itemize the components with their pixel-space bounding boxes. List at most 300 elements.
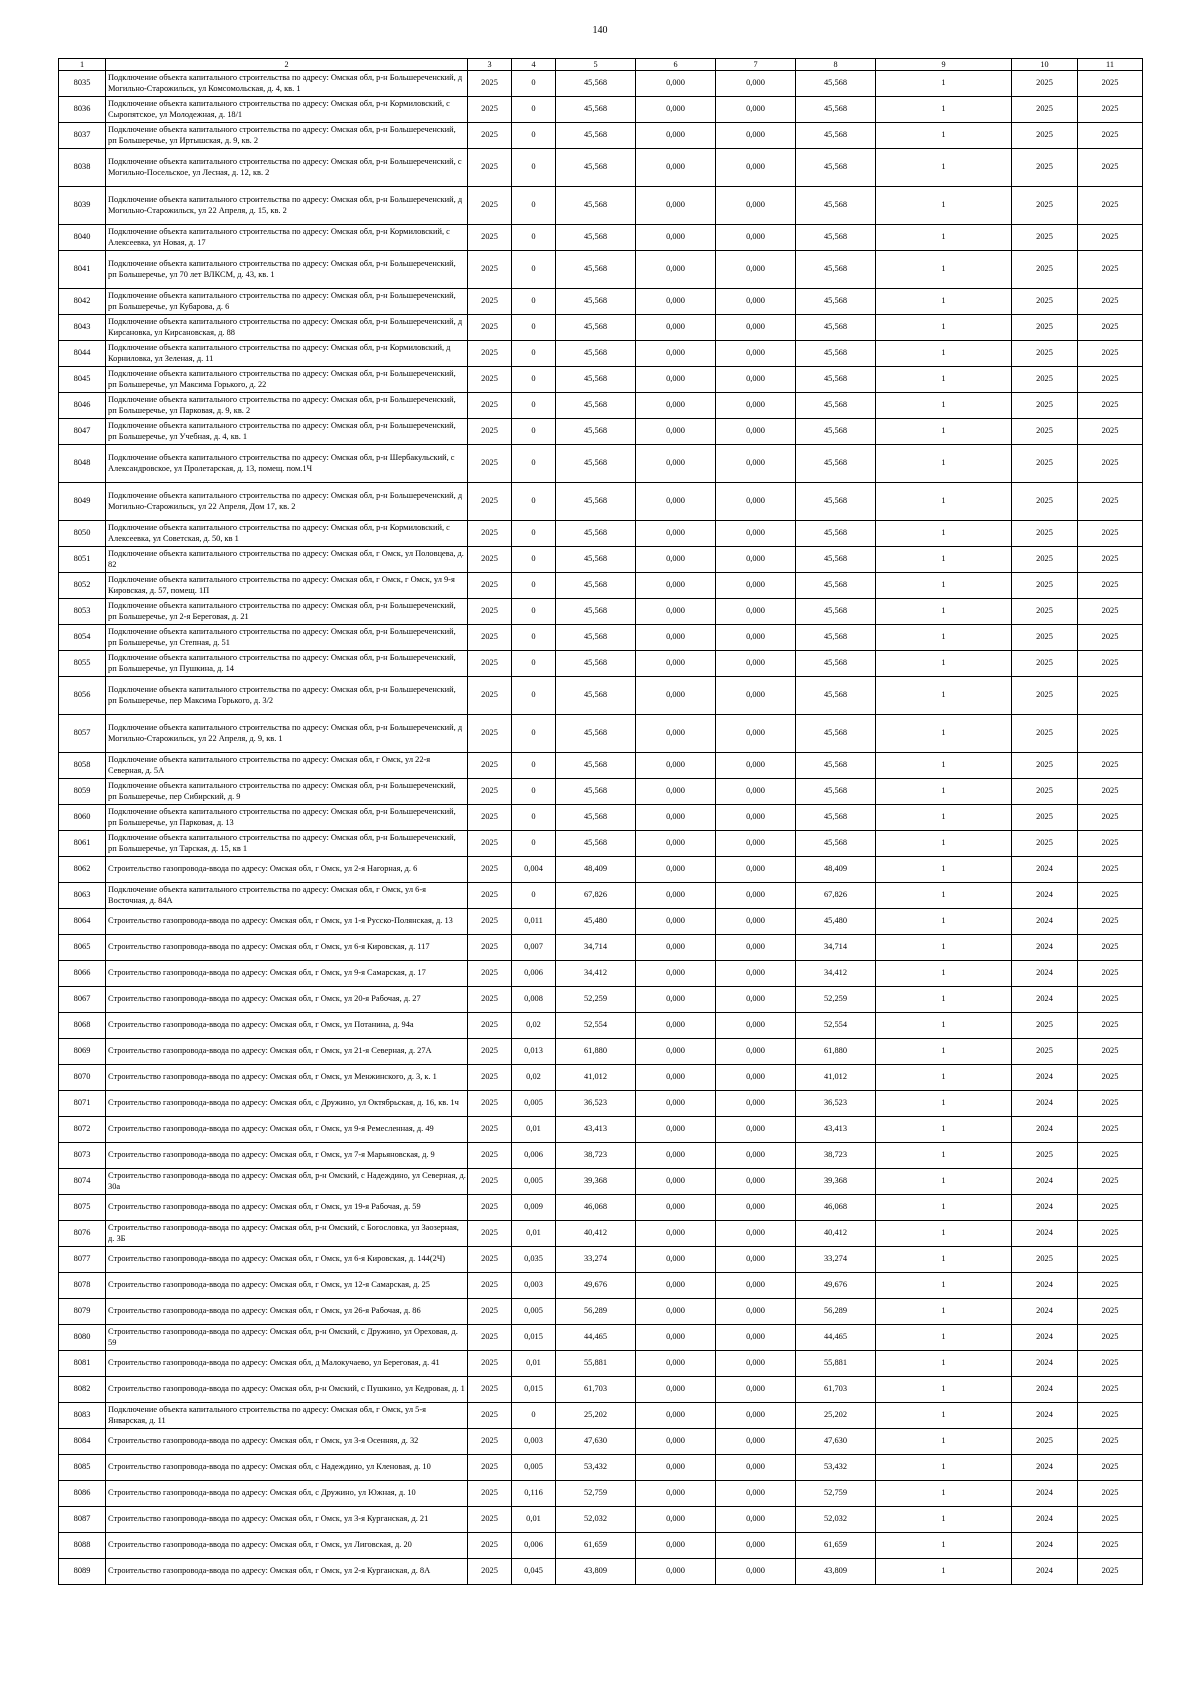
table-row [59, 1351, 1143, 1377]
col-4-value: 0 [512, 251, 556, 289]
col-3-value: 2025 [468, 1299, 512, 1325]
row-description: Подключение объекта капитального строительства по адресу: Омская обл, р-н Большереченский, д Могильно-Старожильск, ул 22 Апреля, д. 15, кв. 2 [106, 187, 468, 225]
col-6-value: 0,000 [636, 341, 716, 367]
col-9-value: 1 [876, 1143, 1012, 1169]
col-6-value: 0,000 [636, 599, 716, 625]
col-6-value: 0,000 [636, 547, 716, 573]
col-9-value: 1 [876, 547, 1012, 573]
col-3-value: 2025 [468, 805, 512, 831]
col-10-value: 2025 [1012, 149, 1078, 187]
col-9-value: 1 [876, 677, 1012, 715]
col-8-value: 41,012 [796, 1065, 876, 1091]
row-number: 8064 [59, 909, 106, 935]
col-9-value: 1 [876, 521, 1012, 547]
col-7-value: 0,000 [716, 1065, 796, 1091]
row-description: Подключение объекта капитального строительства по адресу: Омская обл, р-н Кормиловский, д Корниловка, ул Зеленая, д. 11 [106, 341, 468, 367]
row-number: 8074 [59, 1169, 106, 1195]
col-3-value: 2025 [468, 909, 512, 935]
table-row [59, 483, 1143, 521]
col-7-value: 0,000 [716, 393, 796, 419]
col-8-value: 38,723 [796, 1143, 876, 1169]
row-description: Подключение объекта капитального строительства по адресу: Омская обл, р-н Кормиловский, с Сыропятское, ул Молодежная, д. 18/1 [106, 97, 468, 123]
col-8-value: 46,068 [796, 1195, 876, 1221]
col-8-value: 34,412 [796, 961, 876, 987]
row-number: 8076 [59, 1221, 106, 1247]
col-4-value: 0,01 [512, 1221, 556, 1247]
col-4-value: 0,004 [512, 857, 556, 883]
col-3-value: 2025 [468, 1195, 512, 1221]
col-10-value: 2025 [1012, 71, 1078, 97]
row-description: Строительство газопровода-ввода по адресу: Омская обл, р-н Омский, с Пушкино, ул Кедровая, д. 1 [106, 1377, 468, 1403]
col-4-value: 0 [512, 367, 556, 393]
col-6-value: 0,000 [636, 225, 716, 251]
table-row [59, 367, 1143, 393]
column-header: 1 [59, 59, 106, 71]
col-3-value: 2025 [468, 1429, 512, 1455]
col-5-value: 45,568 [556, 187, 636, 225]
col-4-value: 0,015 [512, 1325, 556, 1351]
col-9-value: 1 [876, 483, 1012, 521]
col-3-value: 2025 [468, 1065, 512, 1091]
col-7-value: 0,000 [716, 1117, 796, 1143]
row-description: Строительство газопровода-ввода по адресу: Омская обл, с Дружино, ул Южная, д. 10 [106, 1481, 468, 1507]
column-header: 4 [512, 59, 556, 71]
table-row [59, 857, 1143, 883]
row-number: 8056 [59, 677, 106, 715]
table-row [59, 1455, 1143, 1481]
table-row [59, 961, 1143, 987]
table-row [59, 1117, 1143, 1143]
col-3-value: 2025 [468, 419, 512, 445]
table-row [59, 1039, 1143, 1065]
table-row [59, 779, 1143, 805]
col-7-value: 0,000 [716, 1091, 796, 1117]
col-5-value: 67,826 [556, 883, 636, 909]
col-10-value: 2025 [1012, 1039, 1078, 1065]
col-10-value: 2025 [1012, 677, 1078, 715]
row-number: 8066 [59, 961, 106, 987]
table-row [59, 935, 1143, 961]
row-number: 8063 [59, 883, 106, 909]
col-10-value: 2024 [1012, 1195, 1078, 1221]
col-6-value: 0,000 [636, 909, 716, 935]
col-5-value: 45,568 [556, 123, 636, 149]
col-9-value: 1 [876, 445, 1012, 483]
col-4-value: 0 [512, 625, 556, 651]
col-5-value: 45,568 [556, 445, 636, 483]
col-9-value: 1 [876, 1221, 1012, 1247]
col-4-value: 0,003 [512, 1429, 556, 1455]
col-10-value: 2024 [1012, 1091, 1078, 1117]
col-3-value: 2025 [468, 71, 512, 97]
col-10-value: 2025 [1012, 715, 1078, 753]
col-11-value: 2025 [1078, 857, 1143, 883]
header-row [59, 59, 1143, 71]
col-5-value: 48,409 [556, 857, 636, 883]
col-3-value: 2025 [468, 1455, 512, 1481]
col-5-value: 45,568 [556, 715, 636, 753]
col-7-value: 0,000 [716, 1013, 796, 1039]
col-10-value: 2025 [1012, 225, 1078, 251]
row-number: 8071 [59, 1091, 106, 1117]
col-4-value: 0 [512, 97, 556, 123]
row-number: 8059 [59, 779, 106, 805]
col-10-value: 2025 [1012, 1429, 1078, 1455]
col-4-value: 0,035 [512, 1247, 556, 1273]
col-3-value: 2025 [468, 187, 512, 225]
col-9-value: 1 [876, 779, 1012, 805]
col-3-value: 2025 [468, 251, 512, 289]
col-8-value: 56,289 [796, 1299, 876, 1325]
col-8-value: 39,368 [796, 1169, 876, 1195]
col-11-value: 2025 [1078, 599, 1143, 625]
col-10-value: 2025 [1012, 187, 1078, 225]
row-description: Подключение объекта капитального строительства по адресу: Омская обл, р-н Большереченский, рп Большеречье, ул Тарская, д. 15, кв 1 [106, 831, 468, 857]
col-10-value: 2025 [1012, 97, 1078, 123]
table-row [59, 1377, 1143, 1403]
col-10-value: 2025 [1012, 547, 1078, 573]
col-5-value: 45,568 [556, 651, 636, 677]
col-9-value: 1 [876, 625, 1012, 651]
col-7-value: 0,000 [716, 289, 796, 315]
col-3-value: 2025 [468, 831, 512, 857]
row-number: 8081 [59, 1351, 106, 1377]
col-10-value: 2025 [1012, 521, 1078, 547]
col-5-value: 45,480 [556, 909, 636, 935]
col-6-value: 0,000 [636, 1195, 716, 1221]
col-7-value: 0,000 [716, 225, 796, 251]
col-9-value: 1 [876, 419, 1012, 445]
table-row [59, 71, 1143, 97]
row-number: 8049 [59, 483, 106, 521]
col-5-value: 61,659 [556, 1533, 636, 1559]
col-6-value: 0,000 [636, 123, 716, 149]
col-6-value: 0,000 [636, 315, 716, 341]
col-10-value: 2024 [1012, 857, 1078, 883]
table-row [59, 1247, 1143, 1273]
row-number: 8052 [59, 573, 106, 599]
col-3-value: 2025 [468, 1481, 512, 1507]
col-7-value: 0,000 [716, 987, 796, 1013]
col-8-value: 45,568 [796, 677, 876, 715]
row-number: 8036 [59, 97, 106, 123]
table-row [59, 1221, 1143, 1247]
col-9-value: 1 [876, 1299, 1012, 1325]
col-8-value: 36,523 [796, 1091, 876, 1117]
col-10-value: 2024 [1012, 1559, 1078, 1585]
col-3-value: 2025 [468, 1117, 512, 1143]
col-4-value: 0,006 [512, 1533, 556, 1559]
table-row [59, 625, 1143, 651]
column-header: 5 [556, 59, 636, 71]
col-7-value: 0,000 [716, 1195, 796, 1221]
row-description: Строительство газопровода-ввода по адресу: Омская обл, р-н Омский, с Богословка, ул Заозерная, д. 3Б [106, 1221, 468, 1247]
row-number: 8065 [59, 935, 106, 961]
col-5-value: 45,568 [556, 97, 636, 123]
col-11-value: 2025 [1078, 289, 1143, 315]
table-row [59, 1429, 1143, 1455]
col-8-value: 61,880 [796, 1039, 876, 1065]
row-description: Подключение объекта капитального строительства по адресу: Омская обл, г Омск, ул 22-я Северная, д. 5А [106, 753, 468, 779]
table-body [59, 59, 1143, 1585]
col-5-value: 25,202 [556, 1403, 636, 1429]
col-6-value: 0,000 [636, 961, 716, 987]
col-8-value: 43,809 [796, 1559, 876, 1585]
table-row [59, 1403, 1143, 1429]
col-5-value: 38,723 [556, 1143, 636, 1169]
col-11-value: 2025 [1078, 1273, 1143, 1299]
row-description: Строительство газопровода-ввода по адресу: Омская обл, г Омск, ул Лиговская, д. 20 [106, 1533, 468, 1559]
col-4-value: 0,011 [512, 909, 556, 935]
col-5-value: 52,259 [556, 987, 636, 1013]
col-9-value: 1 [876, 1247, 1012, 1273]
col-9-value: 1 [876, 289, 1012, 315]
col-3-value: 2025 [468, 547, 512, 573]
row-number: 8079 [59, 1299, 106, 1325]
row-description: Подключение объекта капитального строительства по адресу: Омская обл, р-н Большереченский, рп Большеречье, ул Учебная, д. 4, кв. 1 [106, 419, 468, 445]
col-10-value: 2025 [1012, 805, 1078, 831]
col-6-value: 0,000 [636, 187, 716, 225]
row-number: 8048 [59, 445, 106, 483]
col-8-value: 45,568 [796, 123, 876, 149]
col-4-value: 0 [512, 123, 556, 149]
col-11-value: 2025 [1078, 883, 1143, 909]
col-5-value: 45,568 [556, 677, 636, 715]
col-7-value: 0,000 [716, 1481, 796, 1507]
table-row [59, 1143, 1143, 1169]
col-8-value: 45,568 [796, 831, 876, 857]
col-4-value: 0,003 [512, 1273, 556, 1299]
table-row [59, 1325, 1143, 1351]
row-description: Строительство газопровода-ввода по адресу: Омская обл, г Омск, ул 2-я Курганская, д. 8А [106, 1559, 468, 1585]
col-4-value: 0,005 [512, 1455, 556, 1481]
col-11-value: 2025 [1078, 1013, 1143, 1039]
col-3-value: 2025 [468, 225, 512, 251]
col-9-value: 1 [876, 1013, 1012, 1039]
col-7-value: 0,000 [716, 419, 796, 445]
col-5-value: 40,412 [556, 1221, 636, 1247]
row-description: Подключение объекта капитального строительства по адресу: Омская обл, р-н Большереченский, рп Большеречье, ул Пушкина, д. 14 [106, 651, 468, 677]
col-6-value: 0,000 [636, 805, 716, 831]
row-description: Подключение объекта капитального строительства по адресу: Омская обл, р-н Большереченский, с Могильно-Посельское, ул Лесная, д. 12, кв. 2 [106, 149, 468, 187]
col-7-value: 0,000 [716, 1325, 796, 1351]
col-9-value: 1 [876, 149, 1012, 187]
table-row [59, 987, 1143, 1013]
col-6-value: 0,000 [636, 1273, 716, 1299]
col-6-value: 0,000 [636, 935, 716, 961]
col-9-value: 1 [876, 315, 1012, 341]
col-7-value: 0,000 [716, 651, 796, 677]
col-7-value: 0,000 [716, 483, 796, 521]
col-4-value: 0 [512, 1403, 556, 1429]
col-6-value: 0,000 [636, 1247, 716, 1273]
row-number: 8085 [59, 1455, 106, 1481]
row-number: 8050 [59, 521, 106, 547]
col-3-value: 2025 [468, 393, 512, 419]
col-11-value: 2025 [1078, 1533, 1143, 1559]
col-5-value: 39,368 [556, 1169, 636, 1195]
table-row [59, 1481, 1143, 1507]
col-11-value: 2025 [1078, 805, 1143, 831]
col-3-value: 2025 [468, 715, 512, 753]
col-5-value: 45,568 [556, 289, 636, 315]
col-3-value: 2025 [468, 1221, 512, 1247]
col-5-value: 45,568 [556, 599, 636, 625]
col-10-value: 2024 [1012, 1481, 1078, 1507]
col-9-value: 1 [876, 573, 1012, 599]
row-description: Подключение объекта капитального строительства по адресу: Омская обл, р-н Большереченский, рп Большеречье, ул Максима Горького, д. 22 [106, 367, 468, 393]
col-7-value: 0,000 [716, 961, 796, 987]
col-8-value: 47,630 [796, 1429, 876, 1455]
row-number: 8084 [59, 1429, 106, 1455]
col-7-value: 0,000 [716, 547, 796, 573]
col-5-value: 55,881 [556, 1351, 636, 1377]
col-11-value: 2025 [1078, 1507, 1143, 1533]
row-number: 8062 [59, 857, 106, 883]
col-10-value: 2024 [1012, 1117, 1078, 1143]
col-10-value: 2024 [1012, 1455, 1078, 1481]
row-description: Подключение объекта капитального строительства по адресу: Омская обл, р-н Большереченский, рп Большеречье, ул Степная, д. 51 [106, 625, 468, 651]
col-6-value: 0,000 [636, 1299, 716, 1325]
col-9-value: 1 [876, 1559, 1012, 1585]
col-9-value: 1 [876, 1195, 1012, 1221]
col-5-value: 47,630 [556, 1429, 636, 1455]
row-number: 8070 [59, 1065, 106, 1091]
col-11-value: 2025 [1078, 909, 1143, 935]
col-3-value: 2025 [468, 1091, 512, 1117]
col-8-value: 43,413 [796, 1117, 876, 1143]
col-9-value: 1 [876, 187, 1012, 225]
col-6-value: 0,000 [636, 1325, 716, 1351]
col-10-value: 2024 [1012, 1273, 1078, 1299]
col-9-value: 1 [876, 1065, 1012, 1091]
table-row [59, 1091, 1143, 1117]
col-10-value: 2024 [1012, 1065, 1078, 1091]
row-number: 8054 [59, 625, 106, 651]
col-3-value: 2025 [468, 1403, 512, 1429]
col-6-value: 0,000 [636, 1117, 716, 1143]
table-row [59, 251, 1143, 289]
col-4-value: 0,02 [512, 1065, 556, 1091]
column-header: 11 [1078, 59, 1143, 71]
row-number: 8087 [59, 1507, 106, 1533]
col-11-value: 2025 [1078, 1039, 1143, 1065]
col-3-value: 2025 [468, 1351, 512, 1377]
row-number: 8080 [59, 1325, 106, 1351]
col-4-value: 0 [512, 831, 556, 857]
col-9-value: 1 [876, 367, 1012, 393]
col-5-value: 52,554 [556, 1013, 636, 1039]
row-description: Строительство газопровода-ввода по адресу: Омская обл, г Омск, ул 9-я Самарская, д. 17 [106, 961, 468, 987]
col-4-value: 0 [512, 779, 556, 805]
row-number: 8072 [59, 1117, 106, 1143]
col-4-value: 0 [512, 445, 556, 483]
col-5-value: 52,759 [556, 1481, 636, 1507]
col-10-value: 2025 [1012, 573, 1078, 599]
table-row [59, 1559, 1143, 1585]
col-10-value: 2024 [1012, 961, 1078, 987]
col-8-value: 45,568 [796, 599, 876, 625]
col-11-value: 2025 [1078, 1117, 1143, 1143]
row-number: 8035 [59, 71, 106, 97]
row-number: 8039 [59, 187, 106, 225]
col-9-value: 1 [876, 857, 1012, 883]
col-11-value: 2025 [1078, 1351, 1143, 1377]
row-number: 8051 [59, 547, 106, 573]
col-10-value: 2025 [1012, 123, 1078, 149]
row-number: 8086 [59, 1481, 106, 1507]
row-description: Строительство газопровода-ввода по адресу: Омская обл, г Омск, ул Потанина, д. 94а [106, 1013, 468, 1039]
col-7-value: 0,000 [716, 857, 796, 883]
col-6-value: 0,000 [636, 1559, 716, 1585]
row-description: Строительство газопровода-ввода по адресу: Омская обл, г Омск, ул 19-я Рабочая, д. 59 [106, 1195, 468, 1221]
col-7-value: 0,000 [716, 71, 796, 97]
table-row [59, 805, 1143, 831]
col-8-value: 45,568 [796, 149, 876, 187]
col-3-value: 2025 [468, 483, 512, 521]
col-6-value: 0,000 [636, 1481, 716, 1507]
col-4-value: 0 [512, 341, 556, 367]
col-8-value: 52,554 [796, 1013, 876, 1039]
col-5-value: 46,068 [556, 1195, 636, 1221]
col-7-value: 0,000 [716, 315, 796, 341]
col-10-value: 2024 [1012, 1377, 1078, 1403]
row-number: 8041 [59, 251, 106, 289]
col-8-value: 55,881 [796, 1351, 876, 1377]
row-description: Подключение объекта капитального строительства по адресу: Омская обл, г Омск, г Омск, ул 9-я Кировская, д. 57, помещ. 1П [106, 573, 468, 599]
col-4-value: 0,005 [512, 1091, 556, 1117]
col-8-value: 52,759 [796, 1481, 876, 1507]
col-6-value: 0,000 [636, 1351, 716, 1377]
col-3-value: 2025 [468, 677, 512, 715]
col-7-value: 0,000 [716, 521, 796, 547]
col-4-value: 0,006 [512, 1143, 556, 1169]
col-4-value: 0,005 [512, 1169, 556, 1195]
col-8-value: 45,568 [796, 71, 876, 97]
col-8-value: 45,568 [796, 251, 876, 289]
row-number: 8047 [59, 419, 106, 445]
col-10-value: 2025 [1012, 341, 1078, 367]
row-description: Строительство газопровода-ввода по адресу: Омская обл, г Омск, ул 3-я Осенняя, д. 32 [106, 1429, 468, 1455]
row-description: Подключение объекта капитального строительства по адресу: Омская обл, р-н Большереченский, рп Большеречье, пер Сибирский, д. 9 [106, 779, 468, 805]
col-6-value: 0,000 [636, 831, 716, 857]
col-5-value: 45,568 [556, 547, 636, 573]
col-11-value: 2025 [1078, 1377, 1143, 1403]
col-10-value: 2025 [1012, 367, 1078, 393]
col-3-value: 2025 [468, 625, 512, 651]
table-row [59, 753, 1143, 779]
col-10-value: 2024 [1012, 909, 1078, 935]
col-9-value: 1 [876, 651, 1012, 677]
col-6-value: 0,000 [636, 1013, 716, 1039]
row-description: Строительство газопровода-ввода по адресу: Омская обл, с Дружино, ул Октябрьская, д. 16, кв. 1ч [106, 1091, 468, 1117]
col-6-value: 0,000 [636, 419, 716, 445]
col-5-value: 34,714 [556, 935, 636, 961]
investment-table [58, 58, 1143, 1585]
col-9-value: 1 [876, 987, 1012, 1013]
col-3-value: 2025 [468, 341, 512, 367]
row-description: Подключение объекта капитального строительства по адресу: Омская обл, р-н Большереченский, д Кирсановка, ул Кирсановская, д. 88 [106, 315, 468, 341]
col-11-value: 2025 [1078, 547, 1143, 573]
col-5-value: 45,568 [556, 419, 636, 445]
col-11-value: 2025 [1078, 677, 1143, 715]
col-10-value: 2025 [1012, 445, 1078, 483]
col-4-value: 0 [512, 315, 556, 341]
col-4-value: 0,013 [512, 1039, 556, 1065]
col-4-value: 0 [512, 651, 556, 677]
row-number: 8088 [59, 1533, 106, 1559]
col-9-value: 1 [876, 1403, 1012, 1429]
